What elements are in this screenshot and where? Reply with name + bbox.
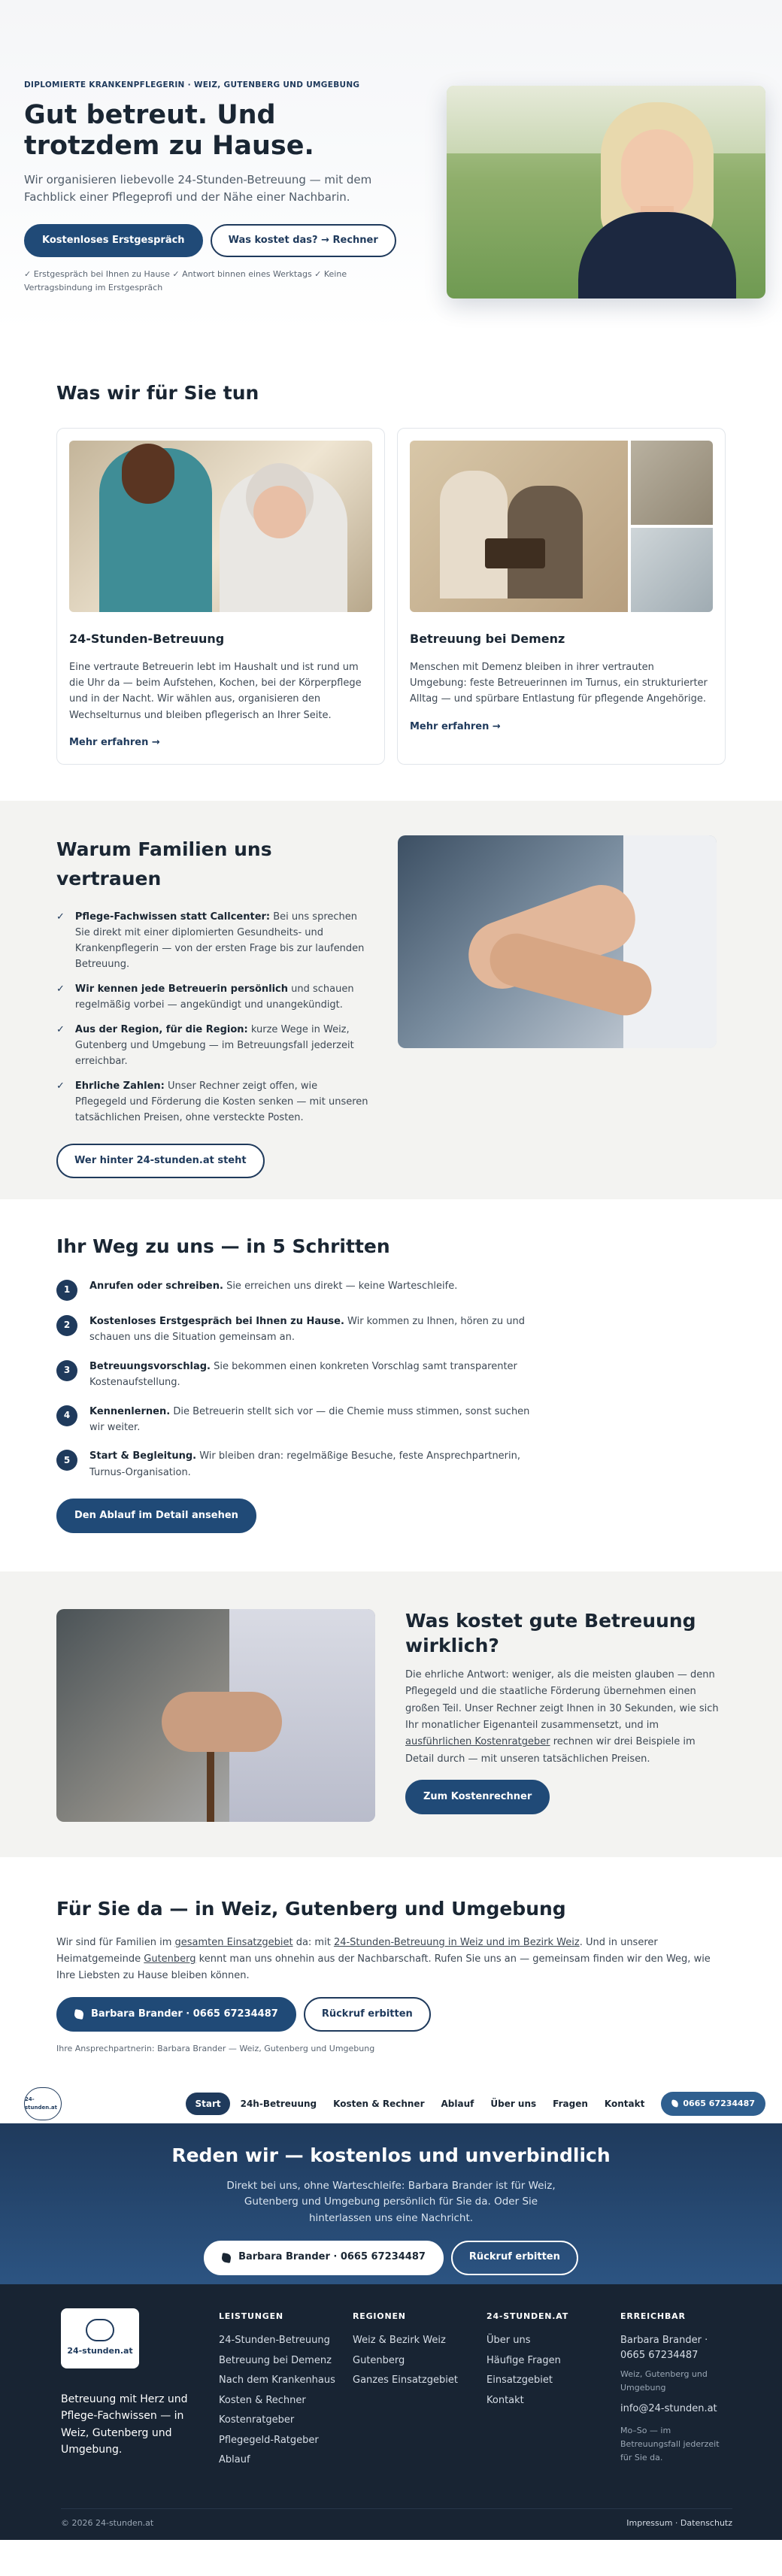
consultation-button[interactable]: Kostenloses Erstgespräch [24, 224, 203, 257]
cta-callback-button[interactable]: Rückruf erbitten [451, 2241, 578, 2275]
step-item: 5 Start & Begleitung. Wir bleiben dran: regelmäßige Besuche, feste Ansprechpartnerin, Turnus-Organisation. [56, 1448, 538, 1480]
nav-item-process[interactable]: Ablauf [441, 2098, 474, 2109]
cost-guide-link[interactable]: ausführlichen Kostenratgeber [405, 1736, 550, 1748]
footer-link[interactable]: Pflegegeld-Ratgeber [219, 2434, 319, 2446]
steps-section [0, 1199, 782, 1571]
footer-link[interactable]: Weiz & Bezirk Weiz [353, 2335, 446, 2347]
step-item: 1 Anrufen oder schreiben. Sie erreichen uns direkt — keine Warteschleife. [56, 1278, 538, 1301]
footer-column-services: LEISTUNGEN 24-Stunden-Betreuung Betreuung bei Demenz Nach dem Krankenhaus Kosten & Rechner Kostenratgeber Pflegegeld-Ratgeber Ablauf [219, 2308, 353, 2473]
check-icon: ✓ [56, 1080, 65, 1092]
footer [0, 2284, 782, 2540]
footer-link[interactable]: Nach dem Krankenhaus [219, 2374, 335, 2387]
footer-phone[interactable]: Barbara Brander · 0665 67234487 [620, 2335, 708, 2361]
more-link[interactable]: Mehr erfahren → [410, 720, 501, 732]
step-number: 3 [56, 1360, 77, 1381]
footer-column-regions: REGIONEN Weiz & Bezirk Weiz Gutenberg Ganzes Einsatzgebiet [353, 2308, 486, 2473]
footer-area: Weiz, Gutenberg und Umgebung [620, 2369, 708, 2393]
cost-calculator-button[interactable]: Zum Kostenrechner [405, 1780, 550, 1814]
cta-title: Reden wir — kostenlos und unverbindlich [171, 2144, 611, 2166]
check-icon: ✓ [56, 911, 65, 923]
hero-eyebrow: DIPLOMIERTE KRANKENPFLEGERIN · WEIZ, GUTENBERG UND UMGEBUNG [24, 80, 360, 89]
caregiver-hug-photo [69, 441, 372, 612]
cta-text: Direkt bei uns, ohne Warteschleife: Barbara Brander ist für Weiz, Gutenberg und Umgebung persönlich für Sie da. Oder Sie hinterlassen uns eine Nachricht. [226, 2179, 556, 2224]
footer-tagline: Betreuung mit Herz und Pflege-Fachwissen — in Weiz, Gutenberg und Umgebung. [61, 2393, 188, 2456]
nav-item-faq[interactable]: Fragen [553, 2098, 588, 2109]
service-area-link[interactable]: gesamten Einsatzgebiet [174, 1936, 293, 1948]
footer-link[interactable]: Kontakt [486, 2394, 524, 2406]
footer-link[interactable]: 24-Stunden-Betreuung [219, 2335, 330, 2347]
list-item: ✓ Wir kennen jede Betreuerin persönlich und schauen regelmäßig vorbei — angekündigt und unangekündigt. [56, 981, 369, 1013]
hero-lead: Wir organisieren liebevolle 24-Stunden-Betreuung — mit dem Fachblick einer Pflegeprofi und der Nähe einer Nachbarin. [24, 172, 372, 205]
legal-links[interactable]: Impressum · Datenschutz [626, 2517, 732, 2528]
call-button[interactable]: Barbara Brander · 0665 67234487 [56, 1997, 296, 2032]
dementia-care-photos [410, 441, 713, 612]
logo-icon [86, 2319, 114, 2341]
step-item: 4 Kennenlernen. Die Betreuerin stellt sich vor — die Chemie muss stimmen, sonst suchen wir weiter. [56, 1404, 538, 1436]
cane-hands-photo [56, 1609, 375, 1822]
cost-section [0, 1571, 782, 1857]
nav-item-costs[interactable]: Kosten & Rechner [333, 2098, 425, 2109]
nav-item-start[interactable]: Start [186, 2093, 229, 2116]
about-us-button[interactable]: Wer hinter 24-stunden.at steht [56, 1144, 265, 1178]
cta-call-button[interactable]: Barbara Brander · 0665 67234487 [204, 2241, 444, 2275]
trust-title: Warum Familien uns vertrauen [56, 838, 272, 889]
service-card-dementia[interactable] [397, 428, 726, 765]
holding-hands-photo [398, 835, 717, 1048]
trust-section [0, 801, 782, 1199]
services-section [0, 332, 782, 801]
cta-section [0, 2123, 782, 2284]
callback-button[interactable]: Rückruf erbitten [304, 1997, 431, 2032]
nav-call-button[interactable]: 0665 67234487 [661, 2092, 765, 2115]
footer-link[interactable]: Kosten & Rechner [219, 2394, 306, 2406]
service-card-title: 24-Stunden-Betreuung [69, 631, 225, 646]
copyright: © 2026 24-stunden.at [61, 2517, 154, 2528]
step-number: 4 [56, 1405, 77, 1426]
nav-item-about[interactable]: Über uns [490, 2098, 537, 2109]
footer-column-company: 24-STUNDEN.AT Über uns Häufige Fragen Einsatzgebiet Kontakt [486, 2308, 620, 2473]
cost-title: Was kostet gute Betreuung wirklich? [405, 1610, 696, 1656]
footer-link[interactable]: Über uns [486, 2335, 531, 2347]
hero-section [0, 0, 782, 332]
hero-title: Gut betreut. Und trotzdem zu Hause. [24, 100, 314, 161]
step-number: 2 [56, 1315, 77, 1336]
cost-text: Die ehrliche Antwort: weniger, als die meisten glauben — denn Pflegegeld und die staatliche Förderung übernehmen einen großen Teil. Unser Rechner zeigt Ihnen in 30 Sekunden, wie sich Ihr monatlicher Eigenanteil zusammensetzt, und im ausführlichen Kostenratgeber rechnen wir drei Beispiele im Detail durch — mit unseren tatsächlichen Preisen. [405, 1669, 719, 1765]
footer-link[interactable]: Häufige Fragen [486, 2354, 561, 2366]
service-card-24h[interactable] [56, 428, 385, 765]
service-card-text: Eine vertraute Betreuerin lebt im Haushalt und ist rund um die Uhr da — beim Aufstehen, Kochen, bei der Körperpflege und in der Nacht. Wir wählen aus, organisieren den Wechselturnus und bleiben pflegerisch an Ihrer Seite. [69, 661, 362, 721]
list-item: ✓ Aus der Region, für die Region: kurze Wege in Weiz, Gutenberg und Umgebung — im Betreuungsfall jederzeit erreichbar. [56, 1022, 369, 1069]
footer-link[interactable]: Einsatzgebiet [486, 2374, 553, 2387]
footer-column-reach: ERREICHBAR Barbara Brander · 0665 67234487 Weiz, Gutenberg und Umgebung info@24-stunden.at Mo–So — im Betreuungsfall jederzeit für Sie da. [620, 2308, 733, 2473]
step-number: 1 [56, 1280, 77, 1301]
phone-icon [74, 2009, 84, 2020]
hero-buttons [24, 224, 415, 257]
cost-calculator-button[interactable]: Was kostet das? → Rechner [211, 224, 396, 257]
process-detail-button[interactable]: Den Ablauf im Detail ansehen [56, 1499, 256, 1533]
nav-item-contact[interactable]: Kontakt [604, 2098, 645, 2109]
hero-trust-points: ✓ Erstgespräch bei Ihnen zu Hause ✓ Antwort binnen eines Werktags ✓ Keine Vertragsbindung im Erstgespräch [24, 269, 347, 292]
phone-icon [221, 2253, 232, 2263]
logo[interactable]: 24-stunden.at [24, 2087, 62, 2120]
service-card-title: Betreuung bei Demenz [410, 631, 565, 646]
bottom-navigation [0, 2084, 782, 2123]
region-title: Für Sie da — in Weiz, Gutenberg und Umgebung [56, 1898, 566, 1920]
footer-email[interactable]: info@24-stunden.at [620, 2403, 717, 2415]
step-item: 3 Betreuungsvorschlag. Sie bekommen einen konkreten Vorschlag samt transparenter Kostenaufstellung. [56, 1359, 538, 1391]
footer-hours: Mo–So — im Betreuungsfall jederzeit für Sie da. [620, 2426, 720, 2462]
footer-link[interactable]: Ganzes Einsatzgebiet [353, 2374, 458, 2387]
weiz-link[interactable]: 24-Stunden-Betreuung in Weiz und im Bezirk Weiz [333, 1936, 580, 1948]
check-icon: ✓ [56, 1023, 65, 1035]
hero-content [24, 79, 415, 294]
phone-icon [671, 2100, 679, 2108]
footer-logo[interactable]: 24-stunden.at [61, 2308, 139, 2368]
list-item: ✓ Pflege-Fachwissen statt Callcenter: Bei uns sprechen Sie direkt mit einer diplomierten Gesundheits- und Krankenpflegerin — von der ersten Frage bis zur laufenden Betreuung. [56, 909, 369, 972]
services-title: Was wir für Sie tun [56, 382, 259, 404]
steps-list [56, 1278, 726, 1481]
step-number: 5 [56, 1450, 77, 1471]
steps-title: Ihr Weg zu uns — in 5 Schritten [56, 1235, 390, 1257]
contact-person: Ihre Ansprechpartnerin: Barbara Brander — Weiz, Gutenberg und Umgebung [56, 2043, 375, 2053]
footer-link[interactable]: Betreuung bei Demenz [219, 2354, 332, 2366]
caregiver-portrait-photo [447, 86, 765, 299]
footer-link[interactable]: Ablauf [219, 2454, 250, 2466]
nav-item-24h[interactable]: 24h-Betreuung [240, 2098, 317, 2109]
region-section [0, 1857, 782, 2084]
service-card-text: Menschen mit Demenz bleiben in ihrer vertrauten Umgebung: feste Betreuerinnen im Turnus, ein strukturierter Alltag — und spürbare Entlastung für pflegende Angehörige. [410, 661, 708, 705]
footer-link[interactable]: Kostenratgeber [219, 2414, 295, 2426]
footer-link[interactable]: Gutenberg [353, 2354, 405, 2366]
step-item: 2 Kostenloses Erstgespräch bei Ihnen zu Hause. Wir kommen zu Ihnen, hören zu und schauen uns die Situation gemeinsam an. [56, 1314, 538, 1346]
trust-list [56, 909, 369, 1126]
check-icon: ✓ [56, 983, 65, 995]
region-text: Wir sind für Familien im gesamten Einsatzgebiet da: mit 24-Stunden-Betreuung in Weiz und im Bezirk Weiz. Und in unserer Heimatgemeinde Gutenberg kennt man uns ohnehin aus der Nachbarschaft. Rufen Sie uns an — gemeinsam finden wir den Weg, wie Ihre Liebsten zu Hause bleiben können. [56, 1936, 711, 1982]
list-item: ✓ Ehrliche Zahlen: Unser Rechner zeigt offen, wie Pflegegeld und Förderung die Kosten senken — mit unseren tatsächlichen Preisen, ohne versteckte Posten. [56, 1078, 369, 1126]
gutenberg-link[interactable]: Gutenberg [144, 1953, 196, 1965]
more-link[interactable]: Mehr erfahren → [69, 737, 160, 749]
